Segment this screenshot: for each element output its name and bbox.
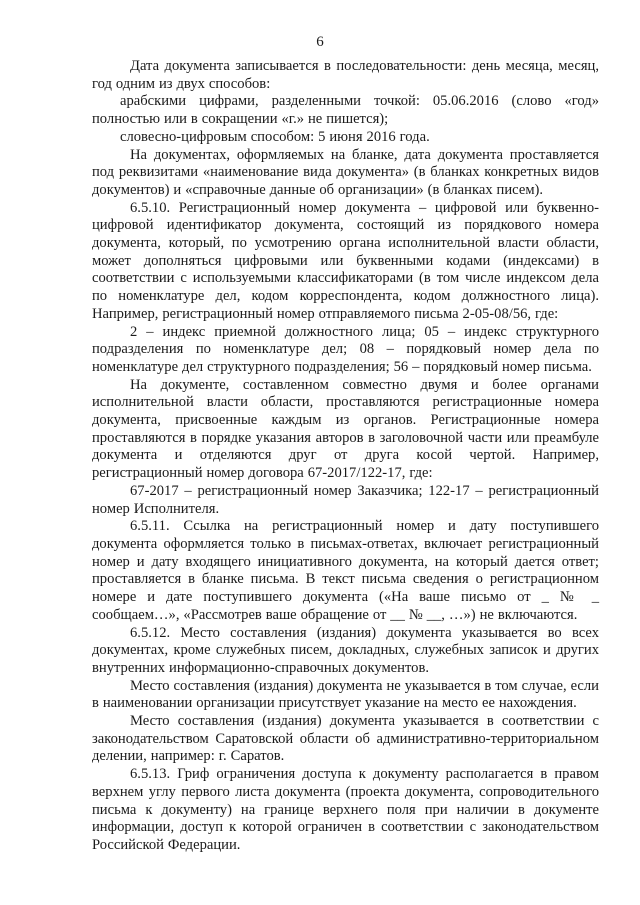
paragraph-6-5-12: 6.5.12. Место составления (издания) документа указывается во всех документах, кроме служебных писем, докладных, служебных записок и других внутренних информационно-справочных документов.: [92, 624, 599, 676]
paragraph-joint-document: На документе, составленном совместно двумя и более органами исполнительной власти области, проставляются регистрационные номера документа, присвоенные каждым из органов. Регистрационные номера проставляются в порядке указания авторов в заголовочной части или преамбуле документа и отделяются друг от друга косой чертой. Например, регистрационный номер договора 67-2017/122-17, где:: [92, 376, 599, 482]
page-number: 6: [316, 34, 324, 50]
paragraph-6-5-13: 6.5.13. Гриф ограничения доступа к документу располагается в правом верхнем углу первого листа документа (проекта документа, сопроводительного письма к документу) на границе верхнего поля при наличии в документе информации, доступ к которой ограничен в соответствии с законодательством Российской Федерации.: [92, 766, 599, 853]
document-body: [92, 58, 599, 855]
paragraph-date-words: словесно-цифровым способом: 5 июня 2016 года.: [120, 128, 430, 145]
paragraph-place-indicated: Место составления (издания) документа указывается в соответствии с законодательством Саратовской области об административно-территориальном делении, например: г. Саратов.: [92, 713, 599, 765]
paragraph-6-5-11: 6.5.11. Ссылка на регистрационный номер и дату поступившего документа оформляется только в письмах-ответах, включает регистрационный номер и дату входящего инициативного документа, на который дается ответ; проставляется в бланке письма. В текст письма сведения о регистрационном номере и дате поступившего документа («На ваше письмо от _ № _ сообщаем…», «Рассмотрев ваше обращение от __ № __, …») не включаются.: [92, 518, 599, 623]
paragraph-date-digits: арабскими цифрами, разделенными точкой: 05.06.2016 (слово «год» полностью или в сокращении «г.» не пишется);: [92, 93, 599, 128]
paragraph-contract-number: 67-2017 – регистрационный номер Заказчика; 122-17 – регистрационный номер Исполнителя.: [92, 482, 599, 517]
paragraph-date-on-blank: На документах, оформляемых на бланке, дата документа проставляется под реквизитами «наименование вида документа» (в бланках конкретных видов документов) и «справочные данные об организации» (в бланках писем).: [92, 146, 599, 198]
paragraph-date-format: Дата документа записывается в последовательности: день месяца, месяц, год одним из двух способов:: [92, 58, 599, 92]
paragraph-number-explanation: 2 – индекс приемной должностного лица; 05 – индекс структурного подразделения по номенклатуре дел; 08 – порядковый номер дела по номенклатуре дел структурного подразделения; 56 – порядковый номер письма.: [92, 323, 599, 375]
paragraph-6-5-10: 6.5.10. Регистрационный номер документа – цифровой или буквенно-цифровой идентификатор документа, состоящий из порядкового номера документа, который, по усмотрению органа исполнительной власти области, может дополняться цифровыми или буквенными кодами (индексами) в соответствии с используемыми классификаторами (в том числе индексом дела по номенклатуре дел, кодом корреспондента, кодом должностного лица). Например, регистрационный номер отправляемого письма 2-05-08/56, где:: [92, 199, 599, 322]
paragraph-place-not-indicated: Место составления (издания) документа не указывается в том случае, если в наименовании организации присутствует указание на место ее нахождения.: [92, 677, 599, 712]
